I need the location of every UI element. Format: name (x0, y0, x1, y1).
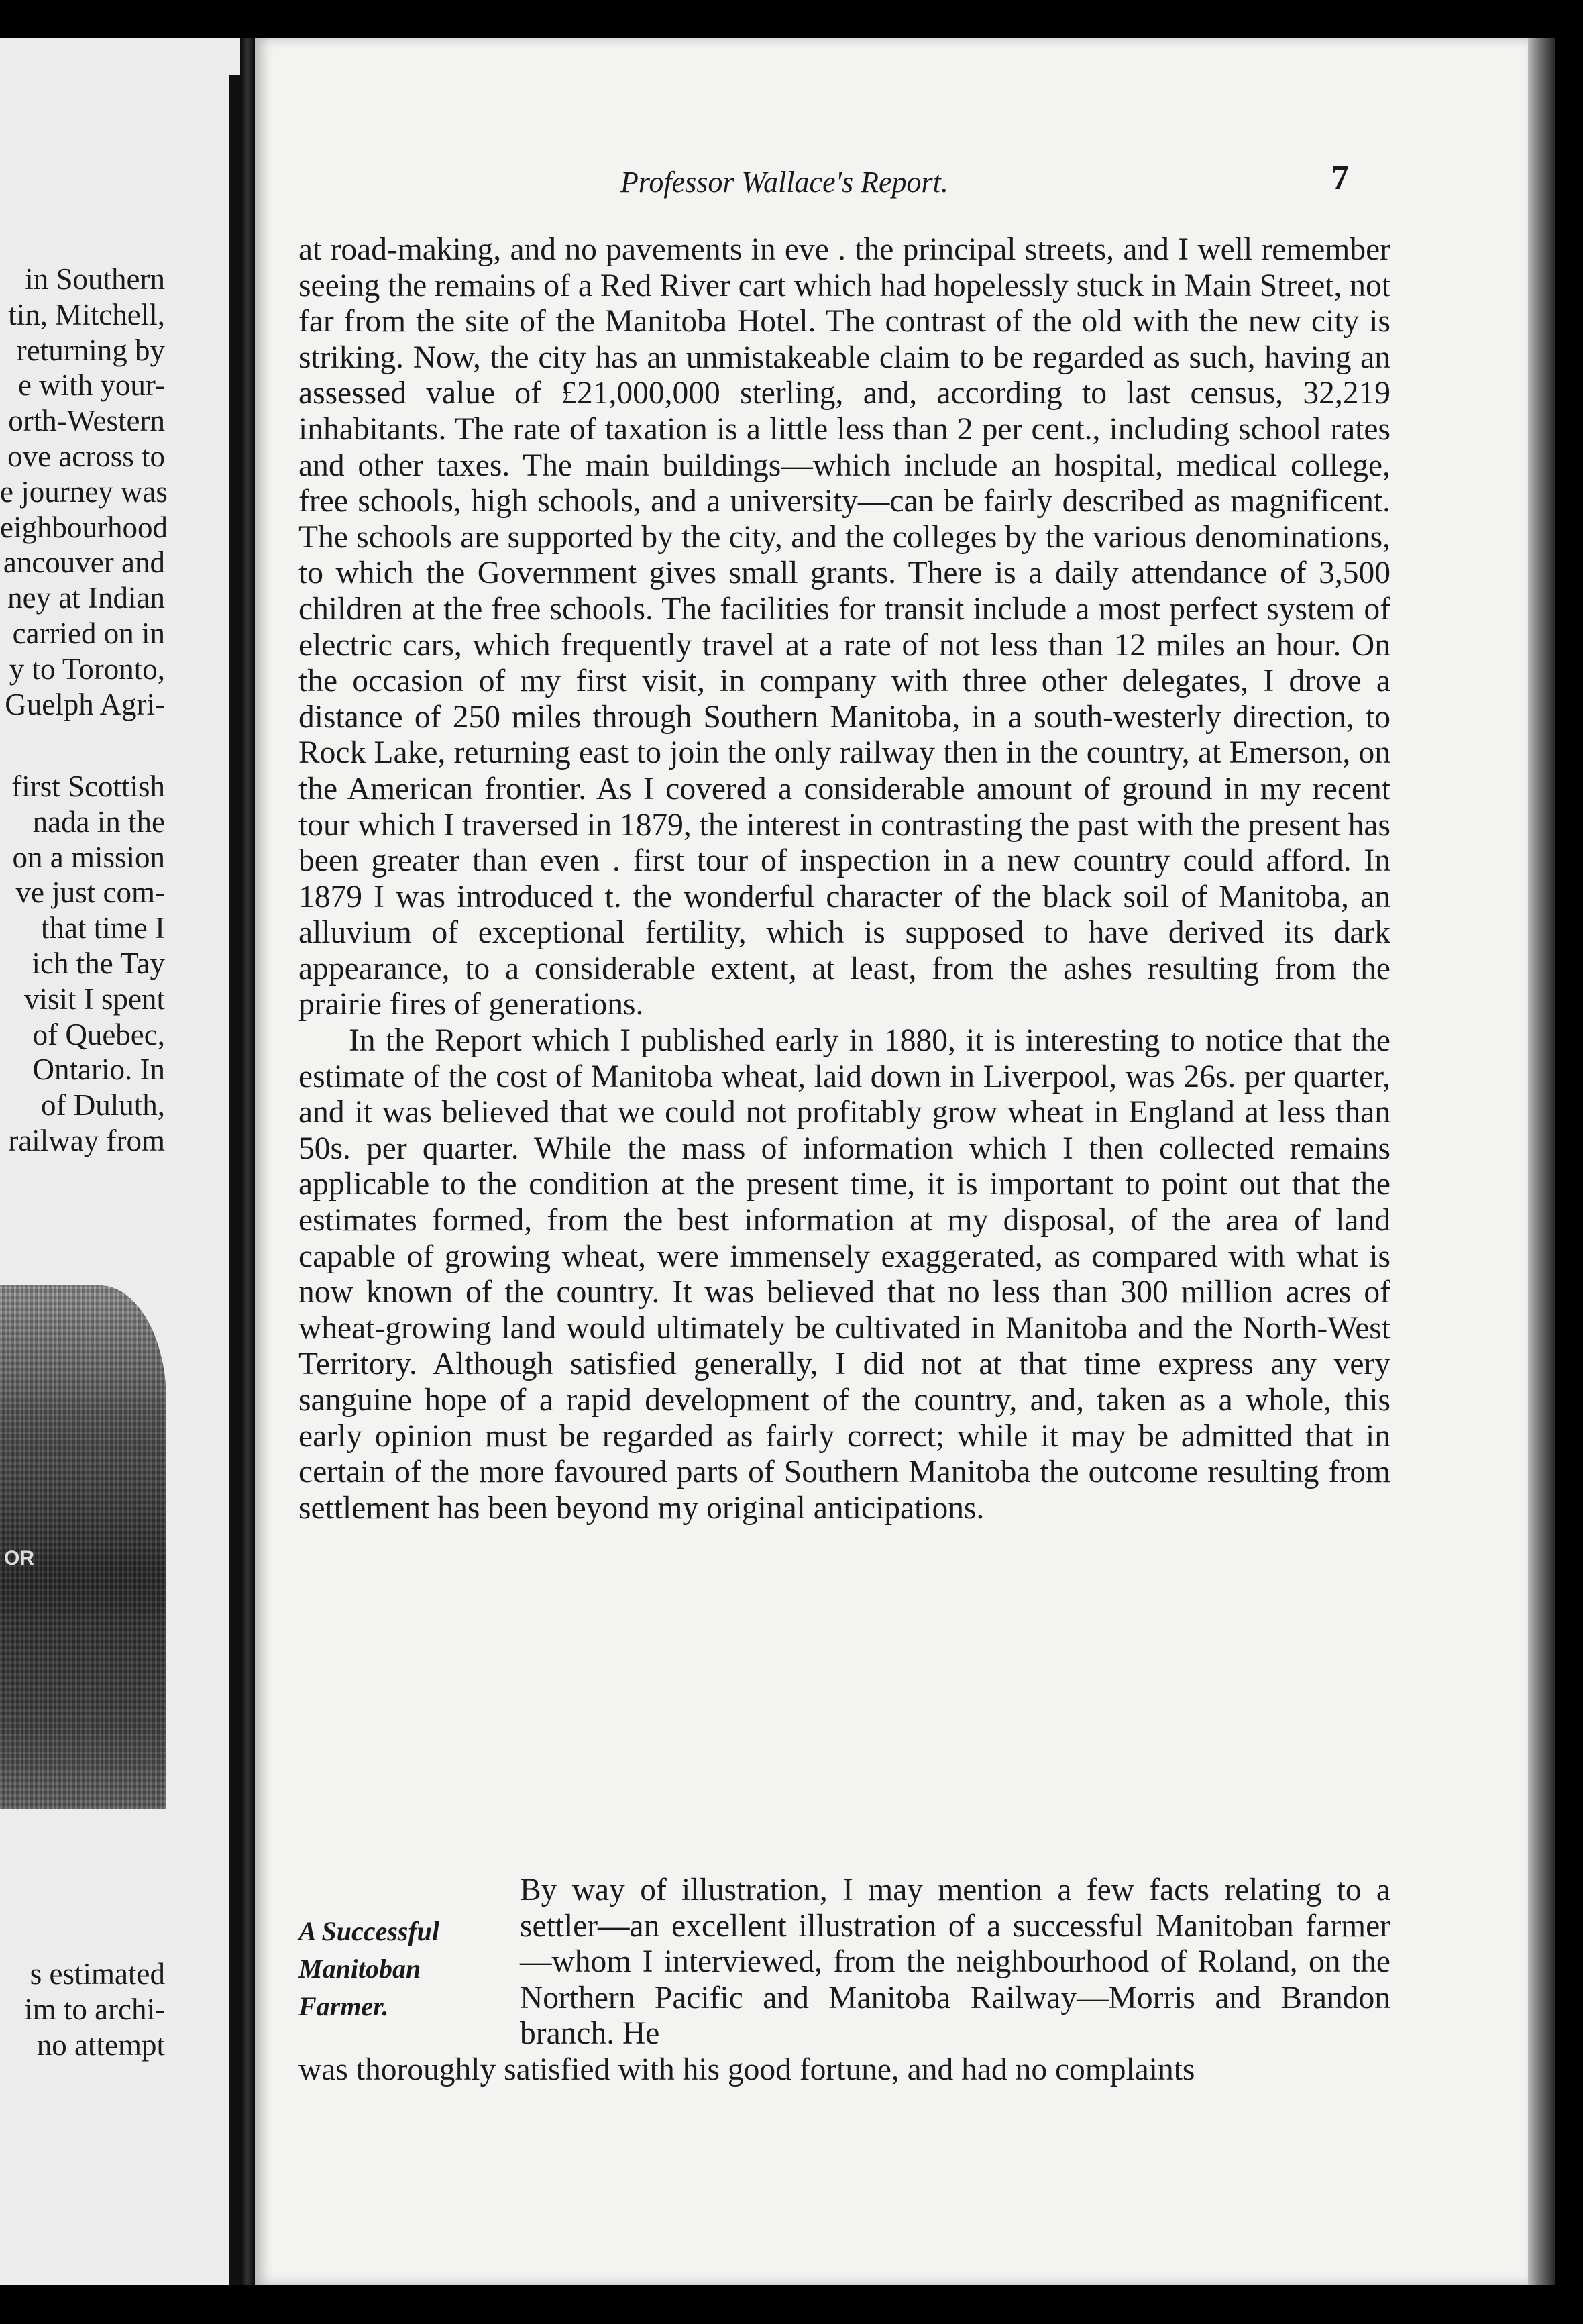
left-page-border (229, 75, 240, 2285)
page-edge (1528, 38, 1555, 2285)
paragraph: In the Report which I published early in 1880, it is interesting to notice that the estimate of the cost of Manitoba wheat, laid down in Liverpool, was 26s. per quarter, and it was believed that we could not profitably grow wheat in England at less than 50s. per quarter. While the mass of information which I then collected remains applicable to the condition at the present time, it is important to point out that the estimates formed, from the best information at my disposal, of the area of land capable of growing wheat, were immensely exaggerated, as compared with what is now known of the country. It was believed that no less than 300 million acres of wheat-growing land would ultimately be cultivated in Manitoba and the North-West Territory. Although satisfied generally, I did not at that time express any very sanguine hope of a rapid development of the country, and, taken as a whole, this early opinion must be regarded as fairly correct; while it may be admitted that in certain of the more favoured parts of Southern Manitoba the outcome resulting from settlement has been beyond my original anticipations. (298, 1023, 1390, 1526)
book-page (255, 38, 1528, 2285)
sidenote-line: Farmer. (298, 1991, 389, 2021)
paragraph-continuation: was thoroughly satisfied with his good fortune, and had no complaints (298, 2052, 1195, 2087)
paragraph: at road-making, and no pavements in eve . the principal streets, and I well remember seeing the remains of a Red River cart which had hopelessly stuck in Main Street, not far from the site of the Manitoba Hotel. The contrast of the old with the new city is striking. Now, the city has an unmistakeable claim to be regarded as such, having an assessed value of £21,000,000 sterling, and, according to last census, 32,219 inhabitants. The rate of taxation is a little less than 2 per cent., including school rates and other taxes. The main buildings—which include an hospital, medical college, free schools, high schools, and a university—can be fairly described as magnificent. The schools are supported by the city, and the colleges by the various denominations, to which the Government gives small grants. There is a daily attendance of 3,500 children at the free schools. The facilities for transit include a most perfect system of electric cars, which frequently travel at a rate of not less than 12 miles an hour. On the occasion of my first visit, in company with three other delegates, I drove a distance of 250 miles through Southern Manitoba, in a south-westerly direction, to Rock Lake, returning east to join the only railway then in the country, at Emerson, on the American frontier. As I covered a considerable amount of ground in my recent tour which I traversed in 1879, the interest in contrasting the past with the present has been greater than even . first tour of inspection in a new country could afford. In 1879 I was introduced t. the wonderful character of the black soil of Manitoba, an alluvium of exceptional fertility, which is supposed to have derived its dark appearance, to a considerable extent, at least, from the ashes resulting from the prairie fires of generations. (298, 232, 1390, 1022)
paragraph: By way of illustration, I may mention a few facts relating to a settler—an excellent illustration of a successful Manitoban farmer—whom I interviewed, from the neighbourhood of Roland, on the Northern Pacific and Manitoba Railway—Morris and Brandon branch. He (520, 1872, 1390, 2052)
marginal-sidenote (298, 1913, 493, 2025)
left-page-text-block-1: in Southern tin, Mitchell, returning by e with your- orth-Western ove across to e journey was eighbourhood ancouver and ney at Indian carried on in y to Toronto, Guelph Agri- (0, 262, 168, 721)
sidenote-section (298, 1872, 1390, 2089)
left-page-text-block-3: s estimated im to archi- no attempt (24, 1957, 165, 2062)
body-text (298, 232, 1390, 1526)
left-page-illustration (0, 1285, 166, 1809)
previous-page-fragment (0, 38, 240, 2285)
sidenote-line: A Successful (298, 1916, 440, 1946)
illustration-label: OR (4, 1547, 34, 1569)
sidenote-line: Manitoban (298, 1954, 421, 1984)
running-head: Professor Wallace's Report. (620, 166, 948, 199)
page-number: 7 (1331, 159, 1349, 197)
left-page-text-block-2: first Scottish nada in the on a mission ve just com- that time I ich the Tay visit I spent of Quebec, Ontario. In of Duluth, railway from (8, 770, 165, 1157)
book-gutter (240, 38, 255, 2285)
